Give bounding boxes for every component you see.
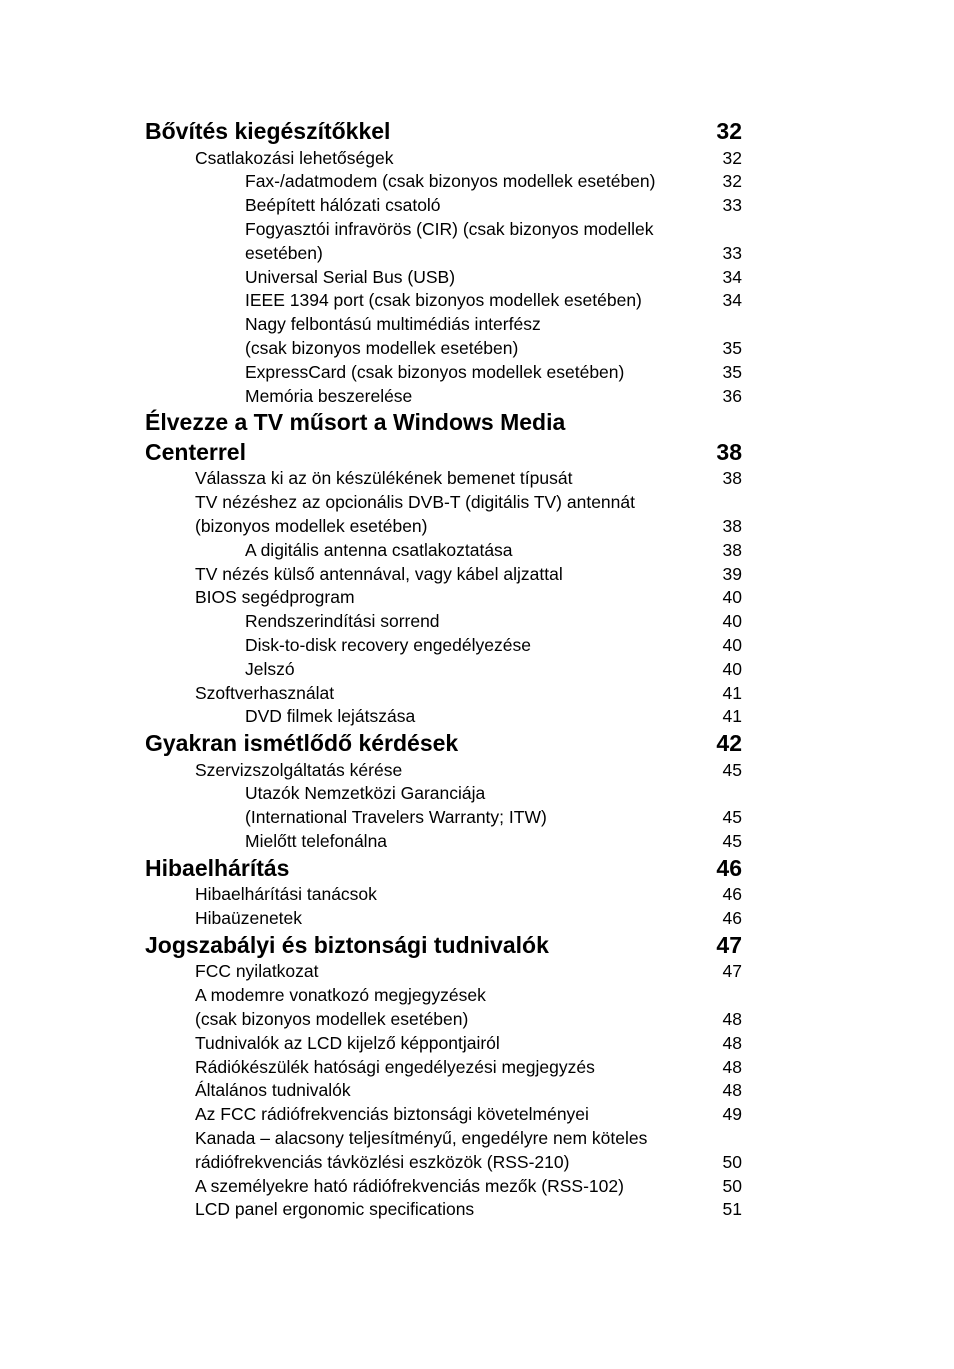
toc-entry-title: Jelszó [245, 658, 295, 679]
toc-page-number: 41 [722, 682, 742, 703]
toc-page-number: 34 [722, 290, 742, 311]
toc-entry-title: esetében) [245, 242, 323, 263]
toc-entry-title: Hibaelhárítás [145, 854, 290, 881]
toc-entry-title: TV nézéshez az opcionális DVB-T (digitális TV) antennát [195, 492, 635, 513]
toc-entry-title: A személyekre ható rádiófrekvenciás mezők (RSS-102) [195, 1175, 624, 1196]
toc-entry-title: Tudnivalók az LCD kijelző képpontjairól [195, 1032, 500, 1053]
toc-page-number: 35 [722, 361, 742, 382]
toc-page-number: 49 [722, 1104, 742, 1125]
toc-page-number: 45 [722, 831, 742, 851]
toc-page-number: 38 [722, 539, 742, 560]
toc-page-number: 41 [722, 706, 742, 727]
toc-entry-title: Gyakran ismétlődő kérdések [145, 730, 459, 757]
toc-page-number: 38 [722, 468, 742, 489]
toc-entry-title: Élvezze a TV műsort a Windows Media [145, 409, 566, 436]
toc-entry-title: Kanada – alacsony teljesítményű, engedélyre nem köteles [195, 1128, 648, 1148]
toc-entry-title: Hibaüzenetek [195, 908, 303, 929]
toc-entry-title: Mielőtt telefonálna [245, 831, 388, 851]
toc-entry-title: A digitális antenna csatlakoztatása [245, 539, 513, 560]
toc-page-number: 34 [722, 266, 742, 287]
toc-entry-title: Utazók Nemzetközi Garanciája [245, 783, 486, 804]
toc-page-number: 36 [722, 385, 742, 406]
toc-entry-title: FCC nyilatkozat [195, 961, 319, 982]
toc-page-number: 38 [716, 438, 742, 465]
toc-entry-title: Csatlakozási lehetőségek [195, 147, 394, 168]
toc-entry-title: Válassza ki az ön készülékének bemenet típusát [195, 468, 573, 489]
toc-page-number: 33 [722, 195, 742, 216]
toc-page-number: 42 [716, 730, 742, 757]
toc-page-number: 47 [716, 931, 742, 958]
toc-page-number: 46 [722, 908, 742, 929]
toc-page-number: 40 [722, 634, 742, 655]
toc-entry-title: Fax-/adatmodem (csak bizonyos modellek esetében) [245, 171, 656, 192]
toc-page-number: 48 [722, 1009, 742, 1029]
toc-page-number: 32 [722, 147, 742, 168]
toc-entry-title: Az FCC rádiófrekvenciás biztonsági követelményei [195, 1104, 589, 1125]
toc-page-number: 47 [722, 961, 742, 982]
toc-entry-title: (csak bizonyos modellek esetében) [195, 1009, 469, 1029]
toc-page-number: 39 [722, 563, 742, 584]
toc-entry-title: Szoftverhasználat [195, 682, 335, 703]
toc-entry-title: ExpressCard (csak bizonyos modellek esetében) [245, 361, 625, 382]
toc-entry-title: Beépített hálózati csatoló [245, 195, 441, 216]
toc-page-number: 40 [722, 611, 742, 632]
toc-page-number: 38 [722, 515, 742, 536]
toc-page-number: 46 [716, 854, 742, 881]
toc-page-number: 35 [722, 337, 742, 358]
toc-page-number: 45 [722, 807, 742, 828]
toc-page-number: 48 [722, 1080, 742, 1101]
toc-entry-title: DVD filmek lejátszása [245, 706, 416, 727]
toc-entry-title: rádiófrekvenciás távközlési eszközök (RSS-210) [195, 1151, 570, 1172]
toc-page-number: 45 [722, 759, 742, 780]
toc-page-number: 46 [722, 884, 742, 905]
toc-entry-title: Fogyasztói infravörös (CIR) (csak bizonyos modellek [245, 218, 654, 239]
toc-entry-title: Universal Serial Bus (USB) [245, 266, 456, 287]
toc-page-number: 48 [722, 1032, 742, 1053]
toc-page-number: 40 [722, 587, 742, 608]
toc-entry-title: TV nézés külső antennával, vagy kábel aljzattal [195, 563, 563, 584]
toc-page-number: 50 [722, 1151, 742, 1172]
toc-entry-title: Jogszabályi és biztonsági tudnivalók [145, 931, 549, 958]
toc-page-number: 50 [722, 1175, 742, 1196]
toc-entry-title: IEEE 1394 port (csak bizonyos modellek esetében) [245, 290, 642, 311]
toc-page-number: 51 [722, 1199, 742, 1220]
toc-entry-title: Rádiókészülék hatósági engedélyezési megjegyzés [195, 1056, 595, 1077]
toc-entry-title: Rendszerindítási sorrend [245, 611, 440, 632]
toc-page-number: 32 [722, 171, 742, 192]
toc-entry-title: Általános tudnivalók [195, 1080, 351, 1101]
toc-page-number: 33 [722, 242, 742, 263]
toc-entry-title: Memória beszerelése [245, 385, 413, 406]
toc-entry-title: Disk-to-disk recovery engedélyezése [245, 634, 531, 655]
toc-entry-title: Hibaelhárítási tanácsok [195, 884, 377, 905]
toc-page-number: 32 [716, 118, 742, 144]
toc-entry-title: Szervizszolgáltatás kérése [195, 759, 403, 780]
toc-entry-title: Centerrel [145, 438, 246, 465]
toc-entry-title: (International Travelers Warranty; ITW) [245, 807, 547, 828]
toc-entry-title: Nagy felbontású multimédiás interfész [245, 314, 541, 335]
toc-entry-title: (csak bizonyos modellek esetében) [245, 337, 519, 358]
toc-entry-title: A modemre vonatkozó megjegyzések [195, 985, 486, 1006]
toc-entry-title: (bizonyos modellek esetében) [195, 515, 428, 536]
toc-entry-title: LCD panel ergonomic specifications [195, 1199, 475, 1220]
toc-entry-title: BIOS segédprogram [195, 587, 355, 608]
toc-page-number: 40 [722, 658, 742, 679]
toc-entry-title: Bővítés kiegészítőkkel [145, 118, 391, 144]
toc-page-number: 48 [722, 1056, 742, 1077]
